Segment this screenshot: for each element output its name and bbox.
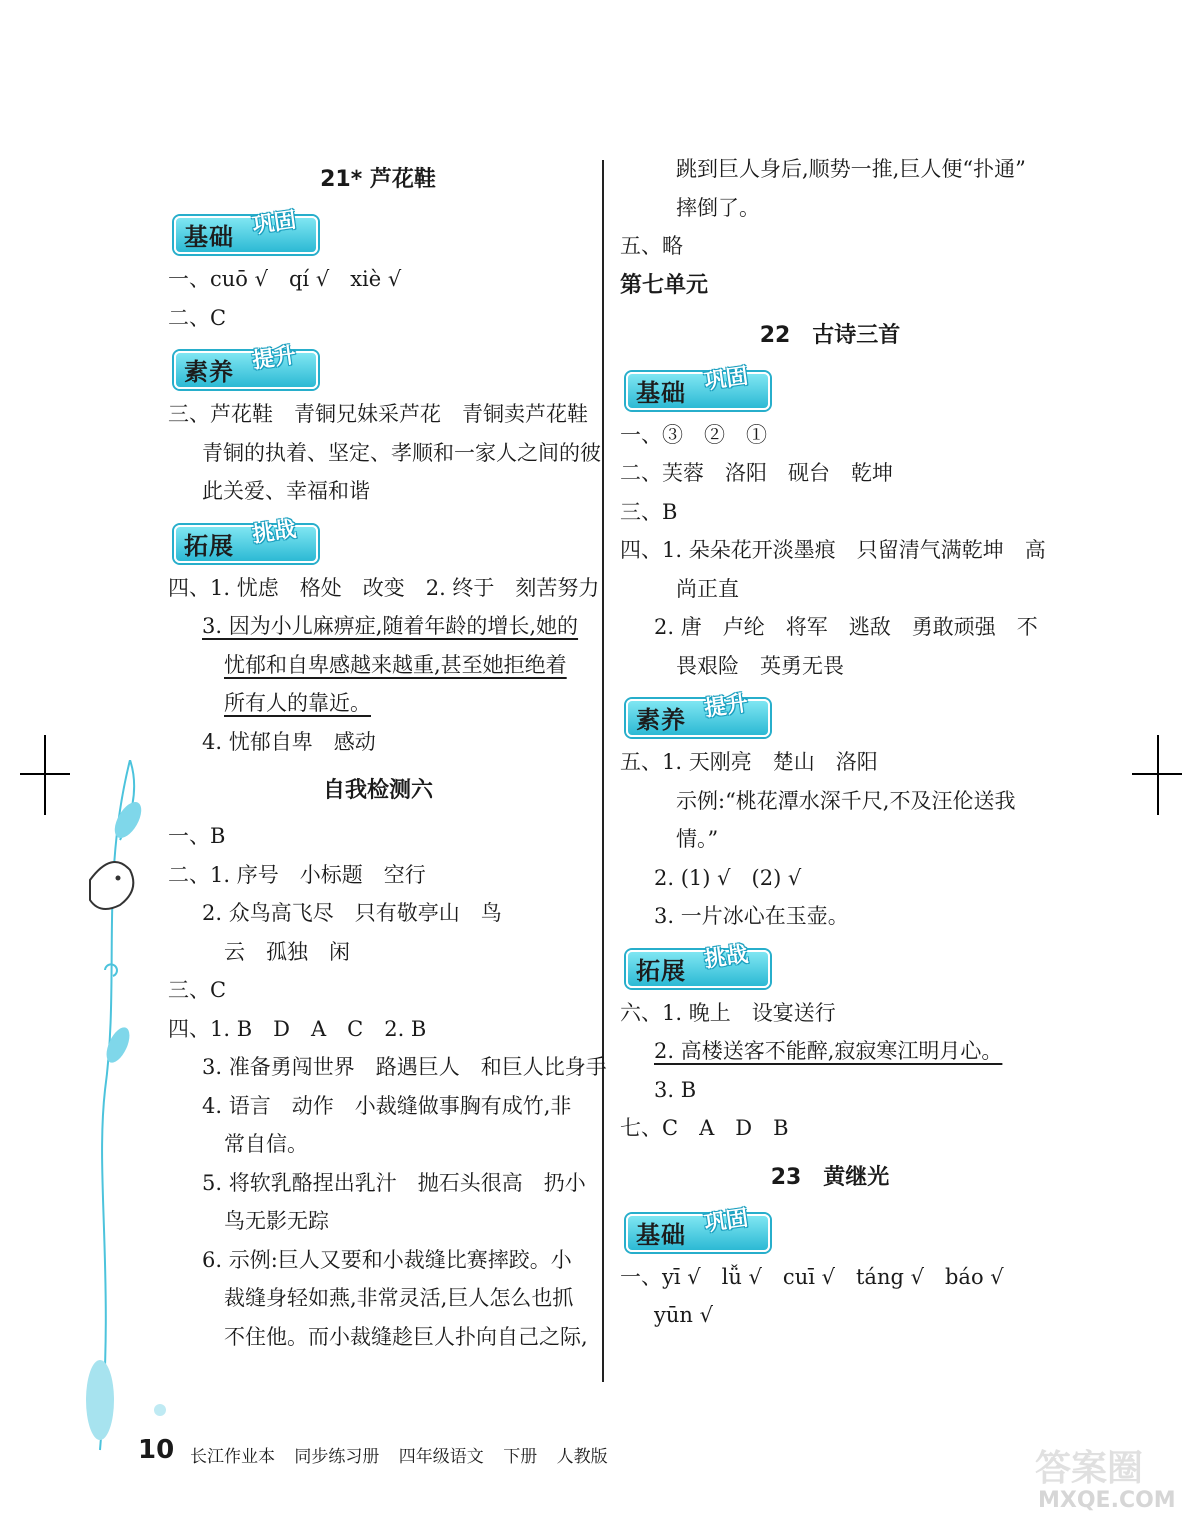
left-column — [168, 150, 607, 1356]
answer-line: 畏艰险 英勇无畏 — [676, 653, 844, 678]
badge-tuozhan-tiaozhan — [174, 515, 588, 567]
badge-sub-text: 提升 — [702, 691, 750, 722]
answer-line: 二、芙蓉 洛阳 砚台 乾坤 — [620, 461, 893, 485]
answer-line: 摔倒了。 — [676, 195, 760, 220]
answer-line: 六、1. 晚上 设宴送行 — [620, 1000, 836, 1025]
badge-tuozhan-tiaozhan — [626, 940, 1040, 992]
badge-sub-text: 巩固 — [250, 208, 298, 239]
answer-line: 二、C — [168, 305, 227, 330]
answer-line: 6. 示例:巨人又要和小裁缝比赛摔跤。小 — [202, 1247, 572, 1272]
answer-line: 一、③ ② ① — [620, 422, 767, 447]
answer-line: 4. 忧郁自卑 感动 — [202, 729, 376, 754]
column-divider — [602, 160, 604, 1382]
answer-line: 2. 唐 卢纶 将军 逃敌 勇敢顽强 不 — [654, 615, 1038, 639]
right-column — [620, 150, 1046, 1335]
answer-line: 云 孤独 闲 — [224, 939, 350, 964]
badge-sub-text: 提升 — [250, 343, 298, 374]
crop-mark-left-v — [44, 735, 46, 815]
badge-main-text: 素养 — [184, 358, 234, 386]
answer-line: 鸟无影无踪 — [224, 1209, 329, 1233]
watermark-logo — [1030, 1440, 1195, 1520]
lesson-23-title: 23 黄继光 — [770, 1164, 890, 1190]
badge-main-text: 素养 — [636, 706, 686, 734]
answer-line: 2. 众鸟高飞尽 只有敬亭山 鸟 — [202, 901, 502, 925]
badge-main-text: 拓展 — [184, 531, 234, 560]
badge-sub-text: 巩固 — [702, 363, 750, 395]
answer-line: 4. 语言 动作 小裁缝做事胸有成竹,非 — [202, 1093, 572, 1118]
answer-line: 3. 因为小儿麻痹症,随着年龄的增长,她的 — [202, 614, 579, 638]
answer-line: 五、略 — [620, 234, 683, 258]
badge-suyang-tisheng — [626, 689, 1040, 741]
answer-line: 3. 一片冰心在玉壶。 — [654, 904, 849, 928]
answer-line: 一、B — [168, 824, 226, 848]
vine-bird-decoration-icon — [60, 760, 180, 1460]
answer-line: 所有人的靠近。 — [224, 691, 371, 715]
answer-line: 尚正直 — [676, 576, 739, 601]
badge-main-text: 基础 — [636, 378, 686, 407]
answer-line: 三、芦花鞋 青铜兄妹采芦花 青铜卖芦花鞋 — [168, 402, 588, 426]
answer-line: 一、cuō √ qí √ xiè √ — [168, 267, 402, 291]
answer-line: 裁缝身轻如燕,非常灵活,巨人怎么也抓 — [224, 1286, 574, 1310]
badge-jichu-gonggu — [626, 1204, 1040, 1256]
badge-sub-text: 挑战 — [702, 941, 750, 973]
answer-line: 四、1. B D A C 2. B — [168, 1016, 427, 1041]
answer-line: 三、B — [620, 499, 678, 524]
badge-sub-text: 巩固 — [702, 1205, 750, 1237]
answer-line: 情。” — [676, 827, 719, 851]
badge-sub-text: 挑战 — [250, 516, 298, 548]
crop-mark-right-v — [1157, 735, 1159, 815]
page-footer — [0, 1430, 1203, 1480]
answer-line: 3. 准备勇闯世界 路遇巨人 和巨人比身手 — [202, 1055, 607, 1079]
badge-suyang-tisheng — [174, 341, 588, 393]
answer-line: 3. B — [654, 1077, 697, 1102]
book-title: 长江作业本 同步练习册 四年级语文 下册 人教版 — [190, 1447, 608, 1467]
answer-line: 5. 将软乳酪捏出乳汁 抛石头很高 扔小 — [202, 1170, 586, 1195]
crop-mark-right-h — [1132, 773, 1182, 775]
answer-line: yūn √ — [654, 1303, 713, 1327]
answer-line: 此关爱、幸福和谐 — [202, 479, 370, 503]
answer-line: 四、1. 朵朵花开淡墨痕 只留清气满乾坤 高 — [620, 538, 1046, 562]
watermark-url: MXQE.COM — [1038, 1488, 1176, 1513]
unit-title: 第七单元 — [620, 272, 709, 298]
lesson-21-title: 21* 芦花鞋 — [320, 167, 436, 192]
lesson-22-title: 22 古诗三首 — [759, 322, 901, 348]
answer-line: 示例:“桃花潭水深千尺,不及汪伦送我 — [676, 788, 1016, 813]
answer-line: 不住他。而小裁缝趁巨人扑向自己之际, — [224, 1324, 588, 1349]
answer-line: 忧郁和自卑感越来越重,甚至她拒绝着 — [224, 652, 567, 677]
badge-jichu-gonggu — [626, 362, 1040, 414]
badge-main-text: 基础 — [636, 1220, 686, 1249]
answer-line: 一、yī √ lǚ √ cuī √ táng √ báo √ — [620, 1264, 1004, 1289]
answer-line: 二、1. 序号 小标题 空行 — [168, 862, 426, 887]
answer-line: 三、C — [168, 978, 227, 1002]
answer-line: 五、1. 天刚亮 楚山 洛阳 — [620, 750, 878, 774]
badge-jichu-gonggu — [174, 206, 588, 258]
badge-main-text: 拓展 — [636, 956, 686, 985]
page-number: 10 — [138, 1435, 175, 1465]
self-test-6-title: 自我检测六 — [322, 778, 433, 803]
watermark-text: 答案圈 — [1035, 1448, 1144, 1489]
answer-line: 跳到巨人身后,顺势一推,巨人便“扑通” — [676, 157, 1026, 181]
answer-line: 常自信。 — [224, 1132, 308, 1156]
answer-line: 七、C A D B — [620, 1116, 789, 1140]
badge-main-text: 基础 — [184, 223, 234, 251]
answer-line: 四、1. 忧虑 格处 改变 2. 终于 刻苦努力 — [168, 575, 600, 600]
answer-line: 青铜的执着、坚定、孝顺和一家人之间的彼 — [202, 440, 601, 465]
answer-line: 2. 高楼送客不能醉,寂寂寒江明月心。 — [654, 1039, 1003, 1063]
answer-line: 2. (1) √ (2) √ — [654, 865, 802, 890]
